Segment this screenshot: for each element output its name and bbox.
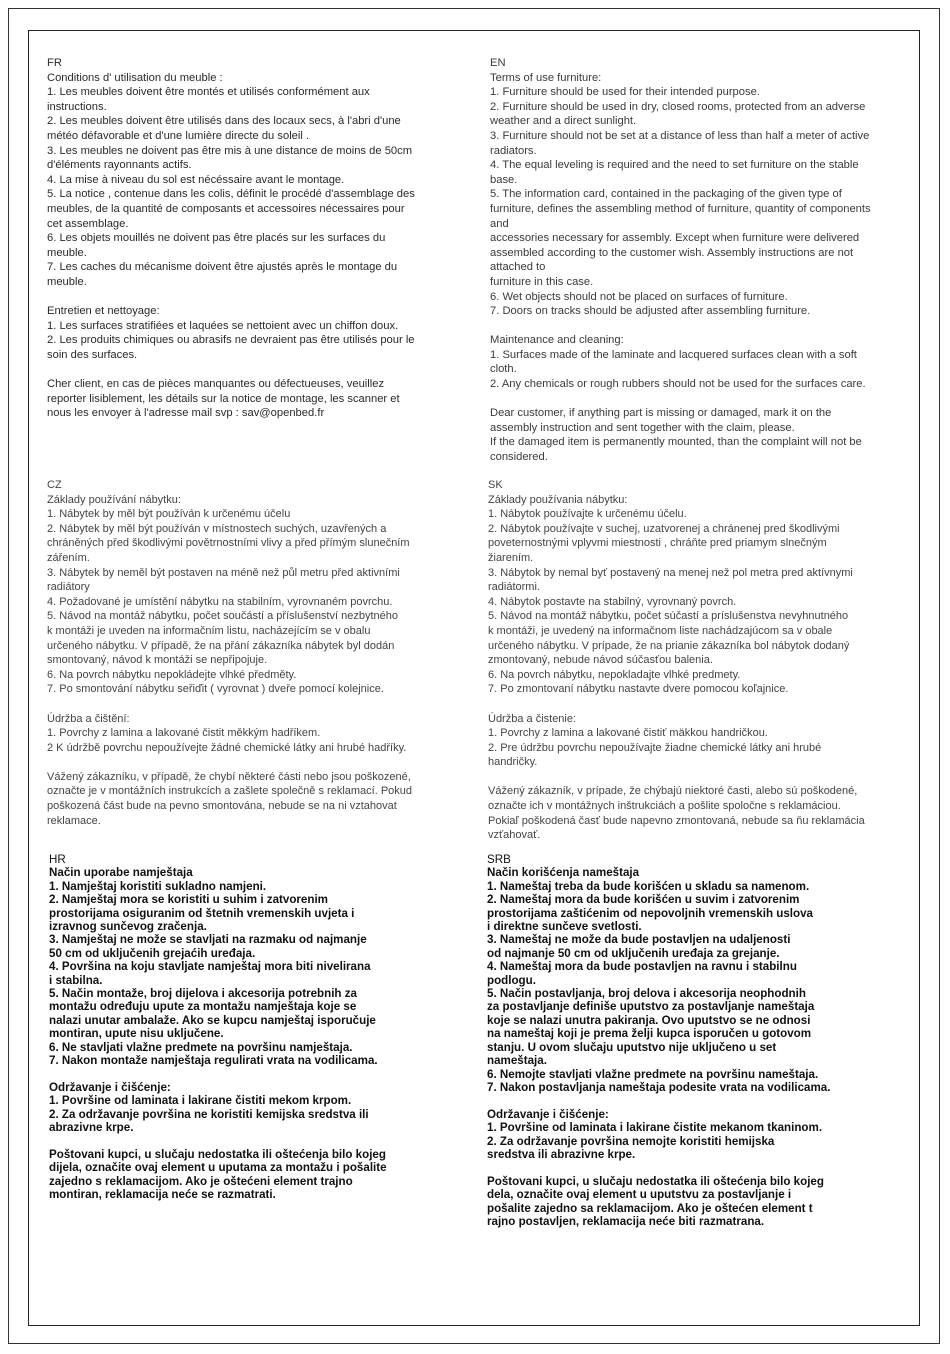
text-line: instructions.: [47, 100, 107, 113]
paragraph: [47, 493, 477, 697]
text-line: pošalite zajedno sa reklamacijom. Ako je oštećen element t: [487, 1201, 813, 1215]
text-line: 7. Po smontování nábytku seřiďit ( vyrovnat ) dveře pomocí kolejnice.: [47, 683, 384, 696]
text-line: 1. Povrchy z lamina a lakované čistit měkkým hadříkem.: [47, 727, 321, 740]
text-line: furniture, defines the assembling method of furniture, quantity of components: [490, 202, 871, 215]
text-line: nalazi unutar ambalaže. Ako se kupcu namještaj isporučuje: [49, 1013, 376, 1027]
text-line: za postavljanje definiše uputstvo za postavljanje nameštaja: [487, 1000, 815, 1014]
paragraph: [49, 1081, 479, 1135]
text-line: accessories necessary for assembly. Except when furniture were delivered: [490, 232, 860, 245]
text-line: 6. Wet objects should not be placed on surfaces of furniture.: [490, 290, 788, 303]
text-line: 1. Nábytek by měl být používán k určenému účelu: [47, 508, 291, 521]
text-line: 5. Način postavljanja, broj delova i akcesorija neophodnih: [487, 987, 806, 1001]
text-line: vzťahovať.: [488, 829, 541, 842]
text-line: 5. La notice , contenue dans les colis, définit le procédé d'assemblage des: [47, 188, 415, 201]
paragraph: [47, 377, 477, 421]
text-line: zářením.: [47, 551, 90, 564]
text-line: stanju. U ovom slučaju uputstvo nije uključeno u set: [487, 1040, 777, 1054]
text-line: 1. Povrchy z lamina a lakované čistiť mäkkou handričkou.: [488, 727, 768, 740]
text-line: Vážený zákazníku, v případě, že chybí některé části nebo jsou poškozené,: [47, 770, 411, 783]
paragraph-gap: [488, 697, 918, 712]
text-line: 3. Nábytek by neměl být postaven na méně než půl metru před aktivními: [47, 566, 400, 579]
paragraph-gap: [488, 770, 918, 785]
paragraph: [49, 1148, 479, 1202]
paragraph: [488, 712, 918, 770]
text-line: prostorijama zaštićenim od nepovoljnih vremenskih uslova: [487, 906, 814, 920]
text-line: radiátory: [47, 581, 90, 594]
paragraph: [488, 784, 918, 842]
text-line: 3. Namještaj ne može se stavljati na razmaku od najmanje: [49, 933, 367, 947]
paragraph-gap: [487, 1161, 917, 1174]
paragraph: [488, 493, 918, 697]
text-line: 1. Nábytok používajte k určenému účelu.: [488, 508, 687, 521]
text-line: i stabilna.: [49, 973, 103, 987]
text-line: abrazivne krpe.: [49, 1121, 134, 1135]
text-line: 4. Nameštaj mora da bude postavljen na ravnu i stabilnu: [487, 960, 797, 974]
section-body: [490, 71, 920, 465]
language-code: HR: [49, 853, 66, 866]
text-line: Základy používania nábytku:: [488, 493, 628, 506]
text-line: určeného nábytku. V případě, že na přání zákazníka nábytek byl dodán: [47, 639, 395, 652]
text-line: i direktne sunčeve svetlosti.: [487, 920, 642, 934]
paragraph: [47, 304, 477, 362]
text-line: assembly instruction and sent together with the claim, please.: [490, 421, 795, 434]
text-line: Način uporabe namještaja: [49, 866, 193, 880]
paragraph-gap: [47, 362, 477, 377]
text-line: 2. Furniture should be used in dry, closed rooms, protected from an adverse: [490, 100, 866, 113]
text-line: od najmanje 50 cm od uključenih uređaja za grejanje.: [487, 946, 780, 960]
text-line: 1. Namještaj koristiti sukladno namjeni.: [49, 879, 267, 893]
text-line: 1. Površine od laminata i lakirane čistite mekanom tkaninom.: [487, 1121, 823, 1135]
text-line: base.: [490, 173, 518, 186]
paragraph: [47, 770, 477, 828]
text-line: 7. Nakon montaže namještaja regulirati vrata na vodilicama.: [49, 1054, 378, 1068]
text-line: 2. Les meubles doivent être utilisés dans des locaux secs, à l'abri d'une: [47, 115, 401, 128]
text-line: cet assemblage.: [47, 217, 129, 230]
text-line: dijela, označite ovaj element u uputama za montažu i pošalite: [49, 1161, 387, 1175]
text-line: žiarením.: [488, 551, 534, 564]
paragraph-gap: [47, 755, 477, 770]
text-line: 2. Pre údržbu povrchu nepoužívajte žiadne chemické látky ani hrubé: [488, 741, 822, 754]
text-line: considered.: [490, 451, 548, 464]
language-code: SK: [488, 479, 503, 491]
text-line: 7. Doors on tracks should be adjusted after assembling furniture.: [490, 305, 811, 318]
text-line: Terms of use furniture:: [490, 71, 602, 84]
text-line: 6. Na povrch nábytku nepokládejte vlhké předměty.: [47, 668, 297, 681]
paragraph: [487, 1108, 917, 1162]
text-line: Održavanje i čišćenje:: [487, 1107, 609, 1121]
text-line: Conditions d' utilisation du meuble :: [47, 71, 223, 84]
text-line: 2. Za održavanje površina ne koristiti kemijska sredstva ili: [49, 1107, 369, 1121]
text-line: podlogu.: [487, 973, 536, 987]
text-line: 3. Les meubles ne doivent pas être mis à une distance de moins de 50cm: [47, 144, 413, 157]
paragraph: [49, 866, 479, 1067]
text-line: handričky.: [488, 756, 538, 769]
text-line: Dear customer, if anything part is missing or damaged, mark it on the: [490, 407, 832, 420]
text-line: zajedno s reklamacijom. Ako je oštećeni element trajno: [49, 1174, 353, 1188]
text-line: Način korišćenja nameštaja: [487, 866, 640, 880]
text-line: meuble.: [47, 275, 87, 288]
text-line: 6. Na povrch nábytku, nepokladajte vlhké predmety.: [488, 668, 741, 681]
text-line: izravnog sunčevog zračenja.: [49, 920, 207, 934]
text-line: 4. The equal leveling is required and the need to set furniture on the stable: [490, 159, 859, 172]
text-line: d'éléments rayonnants actifs.: [47, 159, 192, 172]
text-line: 2. Nameštaj mora da bude korišćen u suvim i zatvorenim: [487, 893, 800, 907]
text-line: 5. Návod na montáž nábytku, počet súčastí a príslušenstva nevyhnutného: [488, 610, 849, 623]
text-line: Održavanje i čišćenje:: [49, 1080, 171, 1094]
paragraph: [487, 1175, 917, 1229]
text-line: Údržba a čistenie:: [488, 712, 577, 725]
text-line: radiátormi.: [488, 581, 540, 594]
section-cz: [47, 478, 477, 828]
text-line: rajno postavljen, reklamacija neće biti razmatrana.: [487, 1214, 765, 1228]
text-line: Entretien et nettoyage:: [47, 305, 160, 318]
text-line: 3. Furniture should not be set at a distance of less than half a meter of active: [490, 129, 870, 142]
text-line: sredstva ili abrazivne krpe.: [487, 1147, 636, 1161]
text-line: zmontovaný, nebude návod súčasťou balenia.: [488, 654, 713, 667]
text-line: radiators.: [490, 144, 537, 157]
paragraph-gap: [47, 697, 477, 712]
text-line: 1. Nameštaj treba da bude korišćen u skladu sa namenom.: [487, 879, 810, 893]
text-line: reporter lisiblement, les détails sur la notice de montage, les scanner et: [47, 392, 400, 405]
text-line: montiran, reklamacija neće se razmatrati.: [49, 1188, 276, 1202]
paragraph: [47, 712, 477, 756]
text-line: 6. Nemojte stavljati vlažne predmete na površinu nameštaja.: [487, 1067, 819, 1081]
text-line: poveternostnými vplyvmi miestnosti , chráňte pred priamym slnečným: [488, 537, 827, 550]
text-line: 1. Furniture should be used for their intended purpose.: [490, 86, 760, 99]
text-line: Poštovani kupci, u slučaju nedostatka ili oštećenja bilo kojeg: [49, 1147, 386, 1161]
text-line: 7. Nakon postavljanja nameštaja podesite vrata na vodilicama.: [487, 1080, 831, 1094]
text-line: Poštovani kupci, u slučaju nedostatka ili oštećenja bilo kojeg: [487, 1174, 824, 1188]
text-line: 2. Za održavanje površina nemojte koristiti hemijska: [487, 1134, 775, 1148]
text-line: and: [490, 217, 509, 230]
text-line: 2. Nábytek by měl být používán v místnostech suchých, uzavřených a: [47, 522, 387, 535]
language-code: EN: [490, 57, 506, 69]
paragraph-gap: [49, 1135, 479, 1148]
paragraph: [487, 866, 917, 1094]
text-line: 4. Površina na koju stavljate namještaj mora biti nivelirana: [49, 960, 371, 974]
text-line: Cher client, en cas de pièces manquantes ou défectueuses, veuillez: [47, 378, 385, 391]
text-line: chráněných před škodlivými povětrnostními vlivy a před přímým slunečním: [47, 537, 410, 550]
text-line: 5. Návod na montáž nábytku, počet součástí a příslušenství nezbytného: [47, 610, 398, 623]
text-line: meubles, de la quantité de composants et accessoires nécessaires pour: [47, 202, 405, 215]
text-line: weather and a direct sunlight.: [490, 115, 637, 128]
section-body: [47, 71, 477, 421]
text-line: montiran, upute nisu uključene.: [49, 1027, 224, 1041]
text-line: k montáži je uveden na informačním listu, nacházejícím se v obalu: [47, 624, 371, 637]
text-line: na nameštaj koji je prema želji kupca isporučen u gotovom: [487, 1027, 812, 1041]
section-hr: [49, 853, 479, 1202]
paragraph: [47, 71, 477, 290]
text-line: smontovaný, návod k montáži se nepřipojuje.: [47, 654, 268, 667]
text-line: poškozená část bude na pevno smontována, nebude se na ni vztahovat: [47, 800, 397, 813]
section-fr: [47, 56, 477, 421]
text-line: 3. Nameštaj ne može da bude postavljen na udaljenosti: [487, 933, 791, 947]
language-code: SRB: [487, 853, 511, 866]
section-en: [490, 56, 920, 465]
text-line: 2. Namještaj mora se koristiti u suhim i zatvorenim: [49, 893, 328, 907]
text-line: dela, označite ovaj element u uputstvu za postavljanje i: [487, 1188, 792, 1202]
text-line: Údržba a čištění:: [47, 712, 130, 725]
section-body: [49, 866, 479, 1201]
text-line: assembled according to the customer wish. Assembly instructions are not: [490, 246, 854, 259]
text-line: Vážený zákazník, v prípade, že chýbajú niektoré časti, alebo sú poškodené,: [488, 785, 858, 798]
text-line: 50 cm od uključenih grejaćih uređaja.: [49, 946, 256, 960]
paragraph-gap: [49, 1068, 479, 1081]
paragraph: [490, 71, 920, 319]
paragraph: [490, 333, 920, 391]
text-line: 3. Nábytok by nemal byť postavený na menej než pol metra pred aktívnymi: [488, 566, 853, 579]
paragraph-gap: [490, 392, 920, 407]
text-line: cloth.: [490, 363, 517, 376]
text-line: montažu određuju upute za montažu namještaja koje se: [49, 1000, 357, 1014]
text-line: attached to: [490, 261, 546, 274]
text-line: 2. Les produits chimiques ou abrasifs ne devraient pas être utilisés pour le: [47, 334, 415, 347]
text-line: If the damaged item is permanently mounted, than the complaint will not be: [490, 436, 862, 449]
text-line: 7. Po zmontovaní nábytku nastavte dvere pomocou koľajnice.: [488, 683, 789, 696]
text-line: 1. Surfaces made of the laminate and lacquered surfaces clean with a soft: [490, 348, 857, 361]
text-line: 2. Nábytok používajte v suchej, uzatvorenej a chránenej pred škodlivými: [488, 522, 840, 535]
text-line: Pokiaľ poškodená časť bude napevno zmontovaná, nebude sa ňu reklamácia: [488, 814, 865, 827]
text-line: soin des surfaces.: [47, 348, 138, 361]
text-line: meuble.: [47, 246, 87, 259]
text-line: označte ich v montážnych inštrukciách a pošlite spoločne s reklamáciou.: [488, 800, 841, 813]
paragraph-gap: [490, 319, 920, 334]
section-body: [487, 866, 917, 1228]
section-body: [488, 493, 918, 843]
paragraph: [490, 406, 920, 464]
text-line: prostorijama osiguranim od štetnih vremenskih uvjeta i: [49, 906, 355, 920]
text-line: nous les envoyer à l'adresse mail svp : sav@openbed.fr: [47, 407, 325, 420]
text-line: Maintenance and cleaning:: [490, 334, 624, 347]
text-line: 1. Les surfaces stratifiées et laquées se nettoient avec un chiffon doux.: [47, 319, 399, 332]
text-line: Základy používání nábytku:: [47, 493, 181, 506]
paragraph-gap: [47, 290, 477, 305]
text-line: 1. Površine od laminata i lakirane čistiti mekom krpom.: [49, 1094, 352, 1108]
text-line: 5. Način montaže, broj dijelova i akcesorija potrebnih za: [49, 987, 357, 1001]
section-srb: [487, 853, 917, 1228]
language-code: FR: [47, 57, 62, 69]
text-line: météo défavorable et d'une lumière directe du soleil .: [47, 129, 310, 142]
text-line: 4. La mise à niveau du sol est nécéssaire avant le montage.: [47, 173, 345, 186]
section-body: [47, 493, 477, 829]
paragraph-gap: [487, 1094, 917, 1107]
section-sk: [488, 478, 918, 843]
text-line: k montáži, je uvedený na informačnom liste nachádzajúcom sa v obale: [488, 624, 833, 637]
text-line: 4. Nábytok postavte na stabilný, vyrovnaný povrch.: [488, 595, 737, 608]
text-line: určeného nábytku. V prípade, že na prianie zákazníka bol nábytok dodaný: [488, 639, 850, 652]
language-code: CZ: [47, 479, 62, 491]
text-line: 1. Les meubles doivent être montés et utilisés conformément aux: [47, 86, 370, 99]
text-line: furniture in this case.: [490, 275, 594, 288]
text-line: 6. Les objets mouillés ne doivent pas être placés sur les surfaces du: [47, 232, 386, 245]
text-line: 7. Les caches du mécanisme doivent être ajustés après le montage du: [47, 261, 398, 274]
text-line: 4. Požadované je umístění nábytku na stabilním, vyrovnaném povrchu.: [47, 595, 393, 608]
text-line: označte je v montážních instrukcích a zašlete společně s reklamací. Pokud: [47, 785, 413, 798]
text-line: 5. The information card, contained in the packaging of the given type of: [490, 188, 842, 201]
text-line: 6. Ne stavljati vlažne predmete na površinu namještaja.: [49, 1040, 353, 1054]
text-line: nameštaja.: [487, 1054, 547, 1068]
text-line: koje se nalazi unutra pakiranja. Ovo uputstvo se ne odnosi: [487, 1013, 811, 1027]
text-line: reklamace.: [47, 814, 101, 827]
text-line: 2 K údržbě povrchu nepoužívejte žádné chemické látky ani hrubé hadříky.: [47, 741, 407, 754]
text-line: 2. Any chemicals or rough rubbers should not be used for the surfaces care.: [490, 378, 866, 391]
